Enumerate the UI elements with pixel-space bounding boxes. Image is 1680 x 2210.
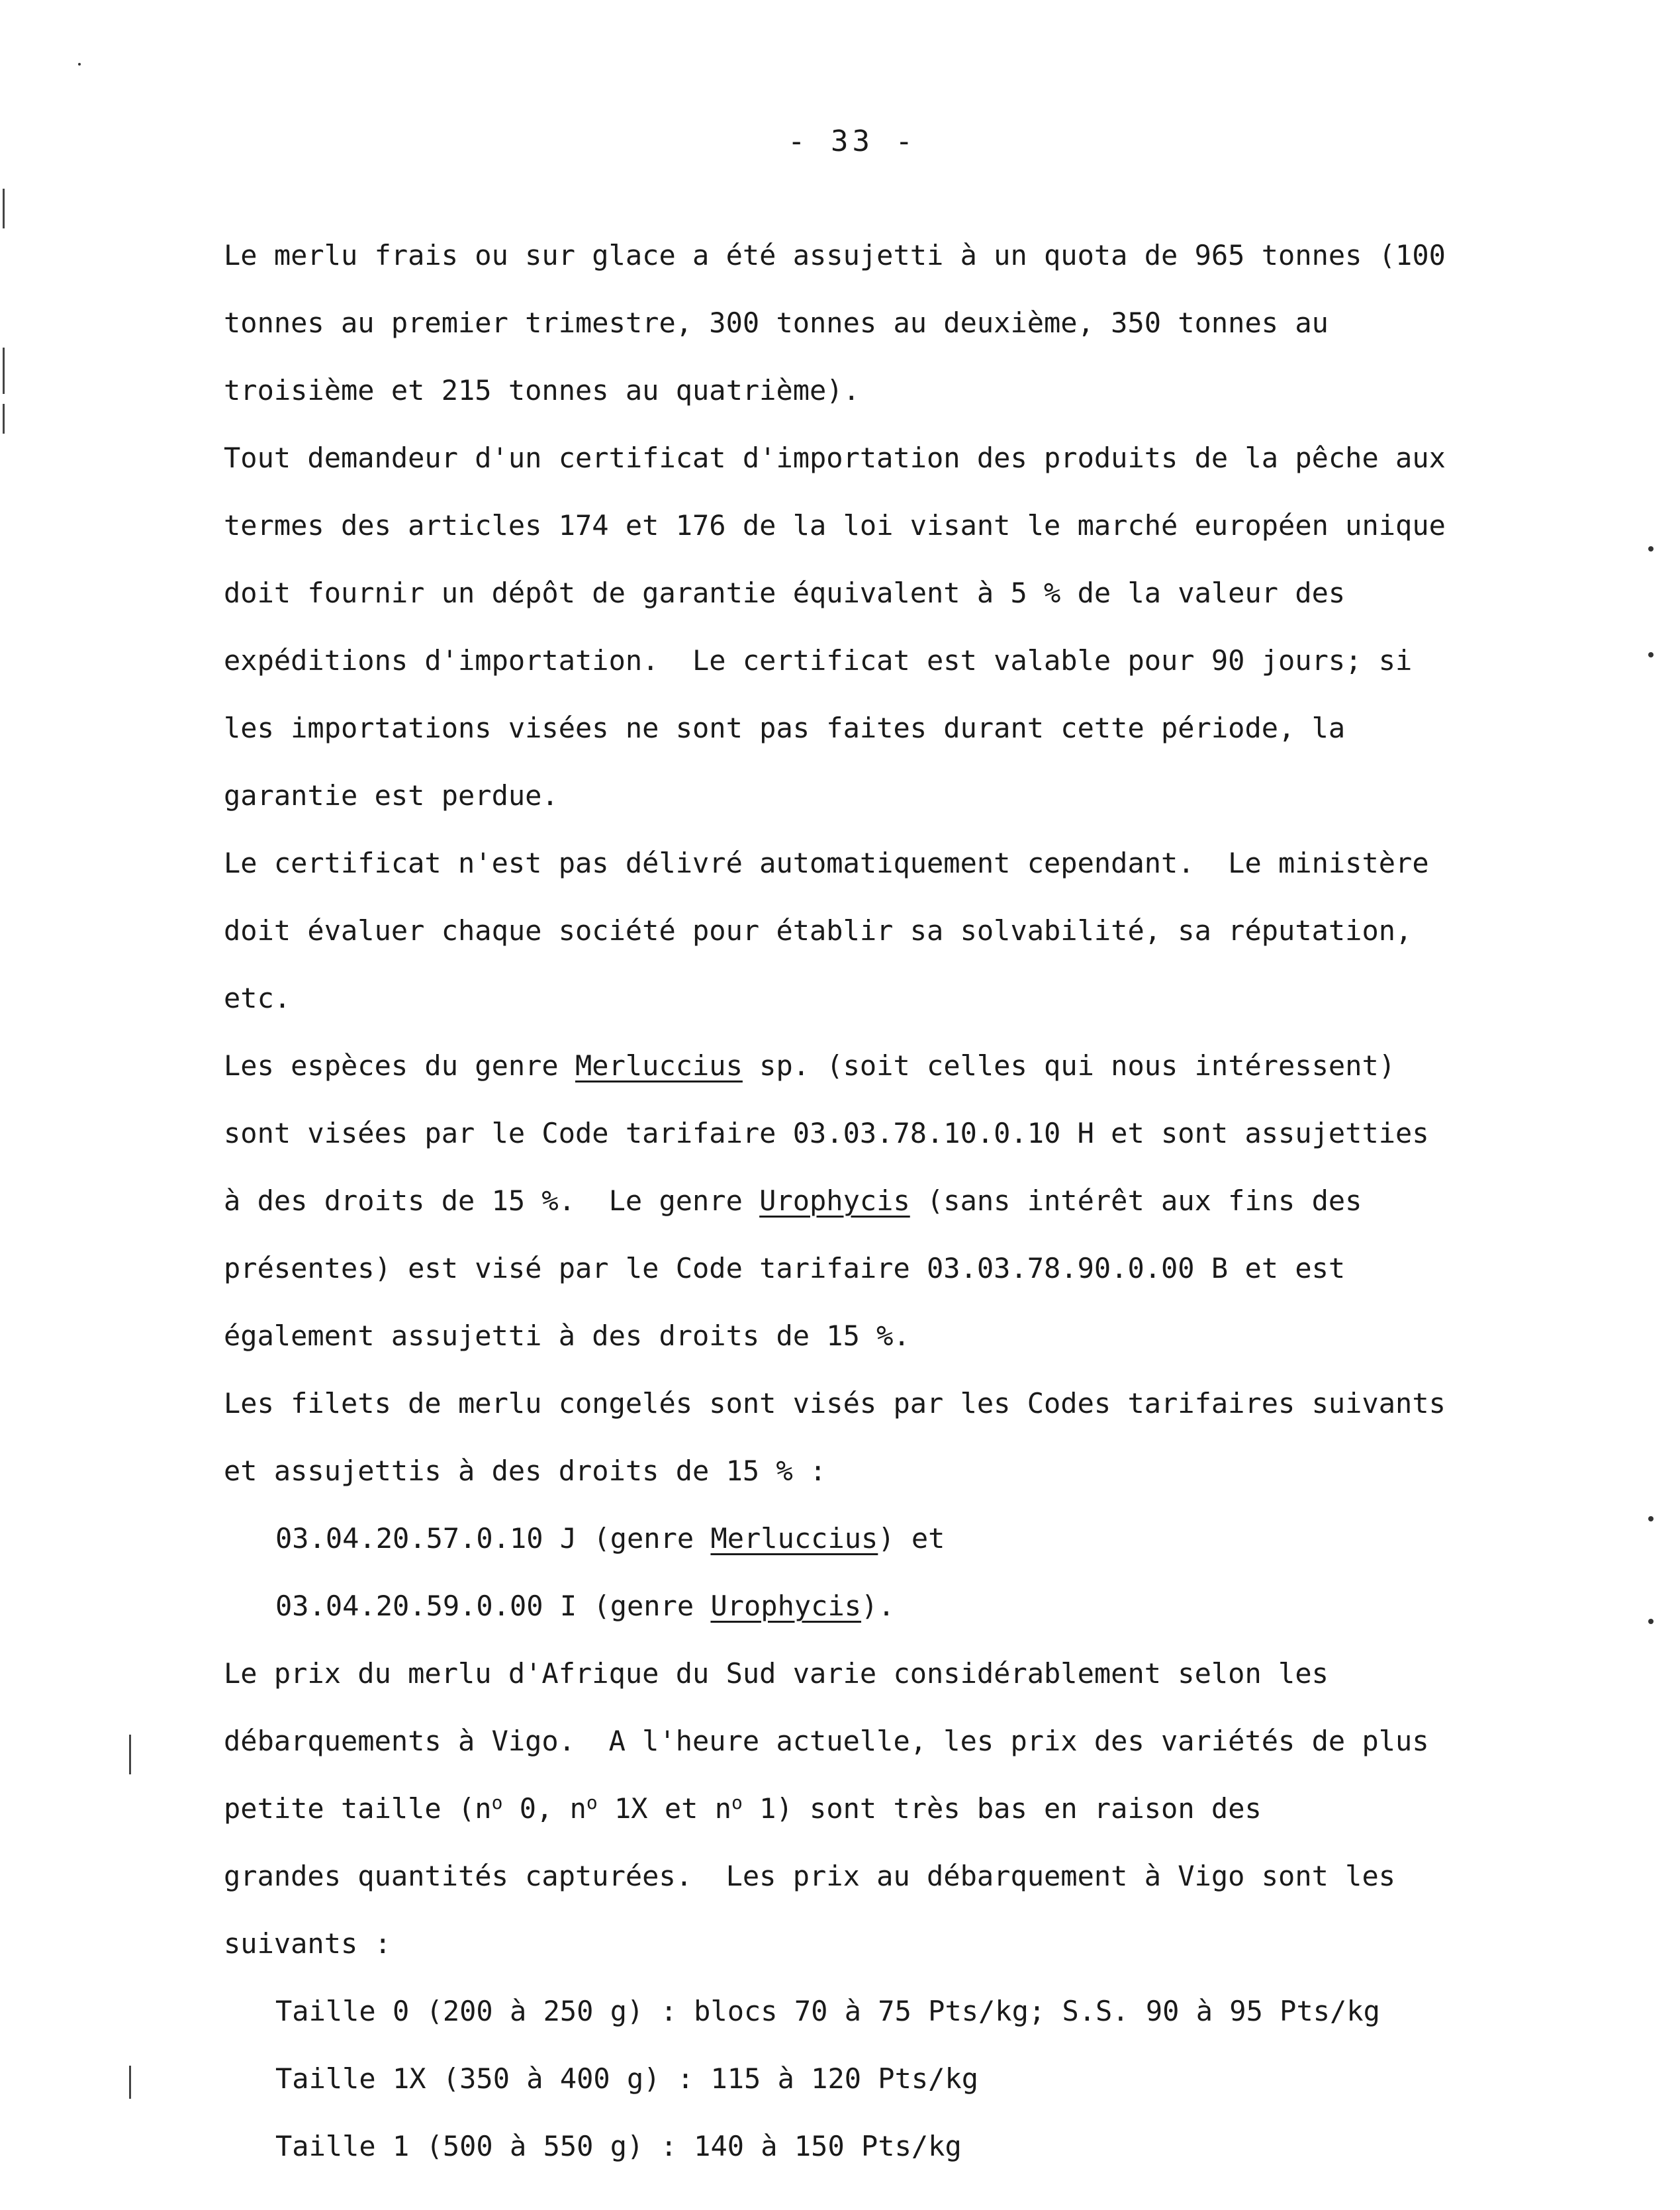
- scan-speck: [1648, 1619, 1654, 1624]
- text-segment: sp. (soit celles qui nous intéressent): [742, 1049, 1396, 1082]
- scan-speck: [78, 63, 81, 66]
- superscript: o: [491, 1792, 503, 1813]
- text-line: Le certificat n'est pas délivré automatiquement cependant. Le ministère: [224, 847, 1429, 879]
- tariff-code-line: [224, 1572, 1481, 1640]
- text-line: doit évaluer chaque société pour établir sa solvabilité, sa réputation,: [224, 914, 1413, 947]
- text-line: grandes quantités capturées. Les prix au débarquement à Vigo sont les: [224, 1860, 1396, 1892]
- text-segment: 03.04.20.57.0.10 J (genre: [275, 1522, 711, 1555]
- text-segment: 1) sont très bas en raison des: [742, 1792, 1262, 1825]
- text-line: les importations visées ne sont pas faites durant cette période, la: [224, 712, 1346, 744]
- scan-margin-mark: [129, 1735, 131, 1774]
- text-line: Le merlu frais ou sur glace a été assujetti à un quota de 965 tonnes (100: [224, 239, 1446, 271]
- price-line: Taille 1X (350 à 400 g) : 115 à 120 Pts/kg: [275, 2062, 979, 2095]
- text-line: Le prix du merlu d'Afrique du Sud varie considérablement selon les: [224, 1657, 1329, 1690]
- tariff-code-line: [224, 1505, 1481, 1572]
- text-line: etc.: [224, 982, 291, 1014]
- text-line: débarquements à Vigo. A l'heure actuelle, les prix des variétés de plus: [224, 1725, 1429, 1757]
- text-line: [224, 1775, 1481, 1843]
- text-segment: 0, n: [502, 1792, 586, 1825]
- text-line: Tout demandeur d'un certificat d'importation des produits de la pêche aux: [224, 442, 1446, 474]
- text-line: présentes) est visé par le Code tarifaire 03.03.78.90.0.00 B et est: [224, 1252, 1346, 1284]
- price-line: Taille 1 (500 à 550 g) : 140 à 150 Pts/kg: [275, 2130, 962, 2162]
- text-segment: Les espèces du genre: [224, 1049, 576, 1082]
- text-segment: à des droits de 15 %. Le genre: [224, 1184, 760, 1217]
- scan-margin-mark: [3, 348, 5, 394]
- text-line: Les filets de merlu congelés sont visés par les Codes tarifaires suivants: [224, 1387, 1446, 1419]
- text-line: garantie est perdue.: [224, 779, 559, 812]
- price-line: Taille 0 (200 à 250 g) : blocs 70 à 75 Pts/kg; S.S. 90 à 95 Pts/kg: [275, 1995, 1380, 2027]
- text-segment: petite taille (n: [224, 1792, 492, 1825]
- text-line: [224, 1032, 1481, 1100]
- text-line: suivants :: [224, 1927, 391, 1960]
- superscript: o: [586, 1792, 598, 1813]
- scan-margin-mark: [3, 404, 5, 434]
- text-line: et assujettis à des droits de 15 % :: [224, 1455, 827, 1487]
- text-line: sont visées par le Code tarifaire 03.03.78.10.0.10 H et sont assujetties: [224, 1117, 1429, 1149]
- text-line: troisième et 215 tonnes au quatrième).: [224, 374, 860, 407]
- text-line: expéditions d'importation. Le certificat est valable pour 90 jours; si: [224, 644, 1413, 677]
- scan-speck: [1648, 546, 1654, 552]
- genus-name: Urophycis: [759, 1184, 910, 1217]
- text-line: [224, 1167, 1481, 1235]
- document-body: [224, 222, 1481, 2180]
- text-segment: 1X et n: [597, 1792, 732, 1825]
- text-line: tonnes au premier trimestre, 300 tonnes au deuxième, 350 tonnes au: [224, 307, 1329, 339]
- superscript: o: [731, 1792, 743, 1813]
- genus-name: Urophycis: [710, 1590, 862, 1622]
- scan-speck: [1648, 1516, 1654, 1521]
- text-segment: 03.04.20.59.0.00 I (genre: [275, 1590, 711, 1622]
- scan-margin-mark: [3, 189, 5, 228]
- page-number: - 33 -: [788, 124, 917, 158]
- text-line: également assujetti à des droits de 15 %.: [224, 1320, 910, 1352]
- scan-speck: [1648, 652, 1654, 657]
- text-segment: ) et: [878, 1522, 945, 1555]
- text-segment: (sans intérêt aux fins des: [910, 1184, 1362, 1217]
- text-segment: ).: [861, 1590, 895, 1622]
- genus-name: Merluccius: [575, 1049, 743, 1082]
- scan-margin-mark: [129, 2066, 131, 2099]
- text-line: termes des articles 174 et 176 de la loi visant le marché européen unique: [224, 509, 1446, 542]
- genus-name: Merluccius: [710, 1522, 878, 1555]
- text-line: doit fournir un dépôt de garantie équivalent à 5 % de la valeur des: [224, 577, 1346, 609]
